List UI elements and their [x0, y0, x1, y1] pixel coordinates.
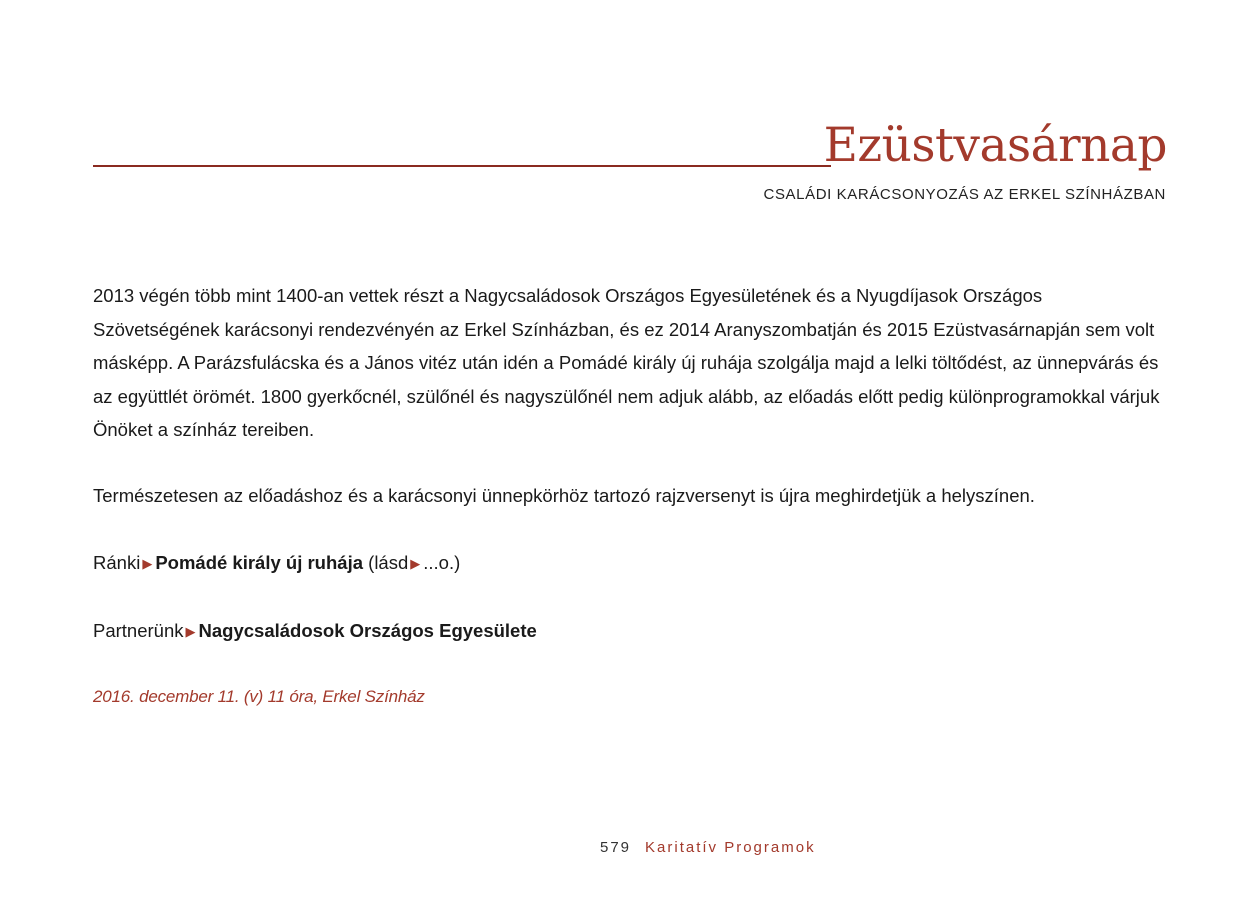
footer-section-name: Karitatív Programok: [645, 839, 816, 856]
page-number: 579: [600, 839, 632, 856]
body-paragraph-1: 2013 végén több mint 1400-an vettek részt a Nagycsaládosok Országos Egyesületének és a Nyugdíjasok Országos Szövetségének karácsonyi rendezvényén az Erkel Színházban, és ez 2014 Aranyszombatján és 2015 Ezüstvasárnapján sem volt másképp. A Parázsfulácska és a János vitéz után idén a Pomádé király új ruhája szolgálja majd a lelki töltődést, az ünnepvárás és az együttlét örömét. 1800 gyerkőcnél, szülőnél és nagyszülőnél nem adjuk alább, az előadás előtt pedig különprogramokkal várjuk Önöket a színház tereiben.: [93, 285, 1160, 440]
ranki-label: Ránki: [93, 552, 141, 573]
page-subtitle: CSALÁDI KARÁCSONYOZÁS AZ ERKEL SZÍNHÁZBAN: [763, 186, 1166, 203]
event-date: 2016. december 11. (v) 11 óra, Erkel Színház: [93, 687, 425, 706]
triangle-right-icon: ▶: [185, 624, 196, 639]
partner-label: Partnerünk: [93, 620, 184, 641]
body-paragraph-2: Természetesen az előadáshoz és a karácsonyi ünnepkörhöz tartozó rajzversenyt is újra meghirdetjük a helyszínen.: [93, 485, 1035, 506]
triangle-right-icon: ▶: [410, 556, 421, 571]
ranki-title: Pomádé király új ruhája: [155, 552, 364, 573]
partner-name: Nagycsaládosok Országos Egyesülete: [198, 620, 537, 641]
ranki-ref-prefix: (lásd: [368, 552, 409, 573]
triangle-right-icon: ▶: [142, 556, 153, 571]
partner-credit-line: [93, 614, 537, 649]
ranki-ref-suffix: ...o.): [423, 552, 461, 573]
ranki-credit-line: [93, 546, 460, 581]
page-footer: [600, 836, 816, 860]
page-title: Ezüstvasárnap: [823, 118, 1167, 173]
header-rule: [93, 165, 831, 167]
